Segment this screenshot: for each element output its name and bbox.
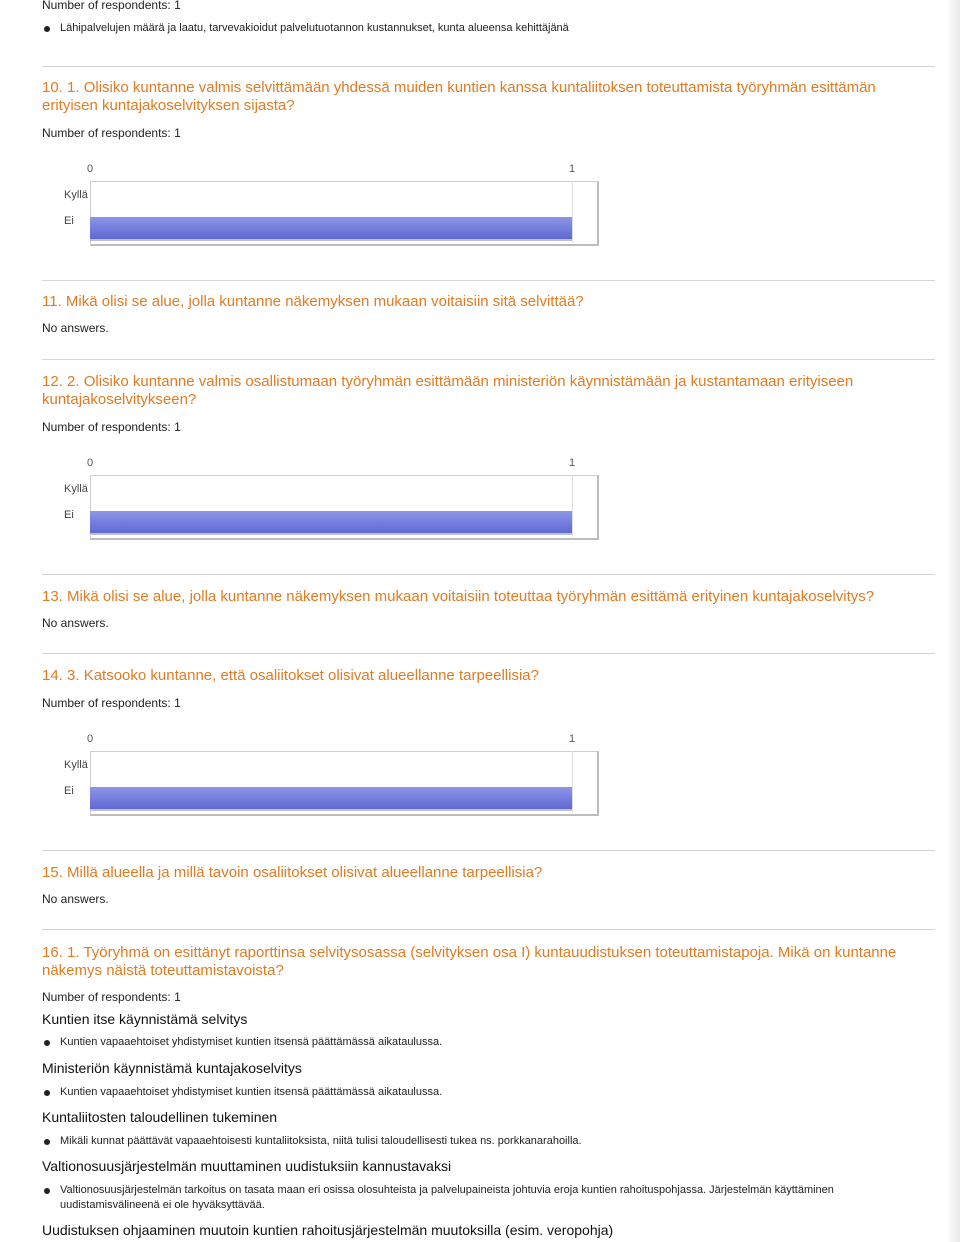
bar-chart [60,163,600,247]
bar-ei [90,217,572,241]
sub-question-heading: Ministeriön käynnistämä kuntajakoselvitys [42,1060,302,1076]
x-tick-label: 0 [86,457,94,469]
question-title: 10. 1. Olisiko kuntanne valmis selvittämään yhdessä muiden kuntien kanssa kuntaliitoksen toteuttamista työryhmän esittämän erityisen kuntajakoselvityksen sijasta? [42,79,876,114]
category-label: Kyllä [64,189,88,201]
category-label: Ei [64,509,74,521]
gridline [572,181,573,243]
no-answers-text: No answers. [42,321,109,335]
respondents-count: Number of respondents: 1 [42,696,181,710]
sub-question-heading: Valtionosuusjärjestelmän muuttaminen uudistuksiin kannustavaksi [42,1158,452,1174]
answer-bullet: Mikäli kunnat päättävät vapaaehtoisesti kuntaliitoksista, niitä tulisi taloudellisesti tukea ns. porkkanarahoilla. [42,1134,920,1149]
section-divider [42,653,935,654]
bar-ei [90,511,572,535]
sub-question-heading: Kuntaliitosten taloudellinen tukeminen [42,1109,278,1125]
category-label: Kyllä [64,759,88,771]
section-divider [42,359,935,360]
question-title: 15. Millä alueella ja millä tavoin osaliitokset olisivat alueellanne tarpeellisia? [42,864,543,881]
x-tick-label: 0 [86,163,94,175]
bar-ei [90,787,572,811]
section-divider [42,850,935,851]
bar-chart [60,733,600,817]
answer-bullet: Valtionosuusjärjestelmän tarkoitus on tasata maan eri osissa olosuhteista ja palvelupaineista johtuvia eroja kuntien rahoituspohjassa. Järjestelmän käyttäminen uudistamisvälineenä ei ole hyväksyttävää. [42,1183,920,1213]
category-label: Ei [64,215,74,227]
section-divider [42,929,935,930]
question-title: 12. 2. Olisiko kuntanne valmis osallistumaan työryhmän esittämään ministeriön käynnistämään ja kustantamaan erityiseen kuntajakoselvitykseen? [42,373,854,408]
respondents-count: Number of respondents: 1 [42,420,181,434]
question-title: 16. 1. Työryhmä on esittänyt raporttinsa selvitysosassa (selvityksen osa I) kuntauudistuksen toteuttamistapoja. Mikä on kuntanne näkemys näistä toteuttamistavoista? [42,944,897,979]
answer-bullet: Kuntien vapaaehtoiset yhdistymiset kuntien itsensä päättämässä aikataulussa. [42,1035,920,1050]
x-tick-label: 1 [568,733,576,745]
respondents-count: Number of respondents: 1 [42,990,181,1004]
answer-bullet: Lähipalvelujen määrä ja laatu, tarvevakioidut palvelutuotannon kustannukset, kunta alueensa kehittäjänä [42,21,920,36]
answer-bullet: Kuntien vapaaehtoiset yhdistymiset kuntien itsensä päättämässä aikataulussa. [42,1085,920,1100]
question-title: 14. 3. Katsooko kuntanne, että osaliitokset olisivat alueellanne tarpeellisia? [42,667,539,684]
section-divider [42,280,935,281]
x-tick-label: 1 [568,457,576,469]
no-answers-text: No answers. [42,616,109,630]
gridline [572,475,573,537]
gridline [572,751,573,813]
respondents-count: Number of respondents: 1 [42,0,181,12]
section-divider [42,66,935,67]
respondents-count: Number of respondents: 1 [42,126,181,140]
category-label: Kyllä [64,483,88,495]
sub-question-heading: Kuntien itse käynnistämä selvitys [42,1011,248,1027]
category-label: Ei [64,785,74,797]
question-title: 13. Mikä olisi se alue, jolla kuntanne näkemyksen mukaan voitaisiin toteuttaa työryhmän esittämä erityinen kuntajakoselvitys? [42,588,875,605]
x-tick-label: 0 [86,733,94,745]
x-tick-label: 1 [568,163,576,175]
bar-chart [60,457,600,541]
no-answers-text: No answers. [42,892,109,906]
sub-question-heading: Uudistuksen ohjaaminen muutoin kuntien rahoitusjärjestelmän muutoksilla (esim. veropohja) [42,1222,614,1238]
question-title: 11. Mikä olisi se alue, jolla kuntanne näkemyksen mukaan voitaisiin sitä selvittää? [42,293,584,310]
section-divider [42,574,935,575]
